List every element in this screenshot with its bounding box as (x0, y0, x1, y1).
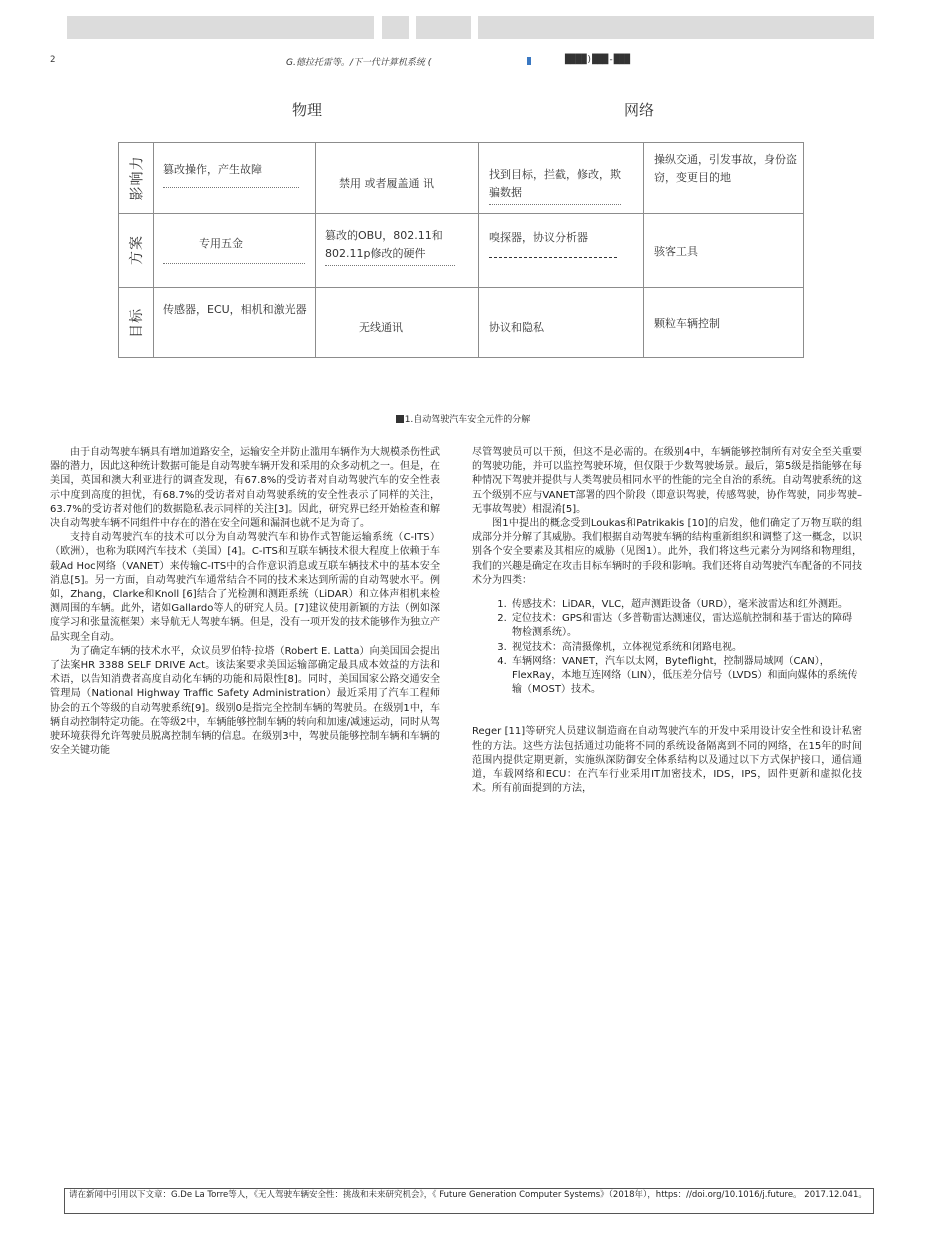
figure-cell: 找到目标，拦截，修改，欺骗数据 (489, 166, 621, 205)
row-label-target: 目标 (129, 308, 145, 338)
technology-list (472, 598, 862, 697)
figure-cell: 无线通讯 (359, 321, 403, 334)
running-title-tail: ████)███-███ (565, 55, 631, 65)
paragraph: 为了确定车辆的技术水平，众议员罗伯特·拉塔（Robert E. Latta）向美国国会提出了法案HR 3388 SELF DRIVE Act。该法案要求美国运输部确定最具成本效益的方法和术语，以告知消费者高度自动化车辆的功能和局限性[8]。同时，美国国家公路交通安全管理局（National Highway Traffic Safety Administration）最近采用了汽车工程师协会的五个等级的自动驾驶系统[9]。级别0是指完全控制车辆的驾驶员。在级别1中，车辆自动控制特定功能。在等级2中，车辆能够控制车辆的转向和加速/减速运动，同时从驾驶环境获得允许驾驶员脱离控制车辆的信息。在级别3中，驾驶员能够控制车辆和车辆的安全关键功能 (50, 645, 440, 757)
left-column (50, 446, 440, 758)
list-item: 4. 车辆网络：VANET，汽车以太网，Byteflight，控制器局域网（CAN），FlexRay，本地互连网络（LIN），低压差分信号（LVDS）和面向媒体的系统传输（MOST）技术。 (510, 655, 862, 698)
figure-cell: 禁用 或者履盖通 讯 (339, 177, 434, 190)
figure-cell: 操纵交通，引发事故，身份盗窃，变更目的地 (654, 153, 797, 184)
header-banner-block-2 (382, 16, 409, 39)
paragraph: 支持自动驾驶汽车的技术可以分为自动驾驶汽车和协作式智能运输系统（C-ITS）（欧洲），也称为联网汽车技术（美国）[4]。C-ITS和互联车辆技术很大程度上依赖于车载Ad Hoc网络（VANET）来传输C-ITS中的合作意识消息或互联车辆技术中的基本安全消息[5]。另一方面，自动驾驶汽车通常结合不同的技术来达到所需的自动驾驶水平。例如，Zhang，Clarke和Knoll [6]结合了光检测和测距系统（LiDAR）和立体声相机来检测周围的车辆。此外，诸如Gallardo等人的研究人员。[7]建议使用新颖的方法（例如深度学习和张量流框架）来导航无人驾驶车辆。但是，没有一项开发的技术能够作为独立产品实现全自动。 (50, 532, 440, 643)
list-item: 1. 传感技术：LiDAR，VLC，超声测距设备（URD），毫米波雷达和红外测距。 (510, 598, 862, 612)
header-banner-block-4 (478, 16, 874, 39)
figure-cell: 骇客工具 (654, 245, 698, 258)
figure-header-physical: 物理 (292, 101, 323, 119)
right-column (472, 446, 862, 796)
figure-cell: 篡改操作，产生故障 (163, 161, 299, 188)
figure-label-icon (396, 415, 404, 423)
row-label-impact: 影响力 (129, 155, 145, 201)
running-title: G.德拉托雷等。/下一代计算机系统 ( (286, 58, 432, 68)
paragraph: 由于自动驾驶车辆具有增加道路安全，运输安全并防止滥用车辆作为大规模杀伤性武器的潜力，因此这种统计数据可能是自动驾驶车辆开发和采用的众多动机之一。但是，在美国，英国和澳大利亚进行的调查发现，有67.8%的受访者对自动驾驶汽车的安全性表示中度到高度的担忧，有68.7%的受访者对自动驾驶系统的安全性表示了同样的关注， 63.7%的受访者对他们的数据隐私表示同样的关注[3]。因此，研究界已经开始检查和解决自动驾驶车辆不同组件中存在的潜在安全问题和漏洞也就不足为奇了。 (50, 447, 440, 530)
list-item: 2. 定位技术：GPS和雷达（多普勒雷达测速仪，雷达巡航控制和基于雷达的障碍物检测系统）。 (510, 612, 862, 640)
figure-cell: 传感器，ECU，相机和激光器 (163, 303, 307, 316)
citation-footer: 请在新闻中引用以下文章：G.De La Torre等人，《无人驾驶车辆安全性：挑战和未来研究机会》，《 Future Generation Computer Systems》（2018年），https：//doi.org/10.1016/j.future。 2017.12.041。 (64, 1188, 874, 1214)
security-elements-figure (118, 142, 804, 358)
row-label-scheme: 方案 (129, 235, 145, 265)
doi-link-marker[interactable] (527, 57, 531, 65)
header-banner-block-3 (416, 16, 471, 39)
paragraph: Reger [11]等研究人员建议制造商在自动驾驶汽车的开发中采用设计安全性和设计私密性的方法。这些方法包括通过功能将不同的系统设备隔离到不同的网络，在15年的时间范围内提供定期更新，实施纵深防御安全体系结构以及通过以下方式保护接口，通信通道，车载网络和ECU：在汽车行业采用IT加密技术，IDS，IPS，固件更新和虚拟化技术。所有前面提到的方法， (472, 726, 862, 795)
figure-cell: 颗粒车辆控制 (654, 317, 720, 330)
figure-cell: 篡改的OBU，802.11和802.11p修改的硬件 (325, 227, 455, 266)
figure-cell: 嗅探器，协议分析器 (489, 229, 617, 258)
paragraph: 图1中提出的概念受到Loukas和Patrikakis [10]的启发，他们确定了万物互联的组成部分并分解了其威胁。我们根据自动驾驶车辆的结构重新组织和调整了这一概念，以识别各个安全要素及其相应的威胁（见图1）。此外，我们将这些元素分为网络和物理组，我们的兴趣是确定在攻击目标车辆时的手段和影响。我们还将自动驾驶汽车配备的不同技术分为四类： (472, 518, 862, 586)
figure-cell: 专用五金 (163, 235, 305, 264)
figure-caption: 1.自动驾驶汽车安全元件的分解 (0, 412, 926, 425)
figure-cell: 协议和隐私 (489, 321, 544, 334)
figure-header-network: 网络 (624, 101, 655, 119)
header-banner-block-1 (67, 16, 374, 39)
page-number: 2 (50, 55, 56, 65)
paragraph: 尽管驾驶员可以干预，但这不是必需的。在级别4中，车辆能够控制所有对安全至关重要的驾驶功能，并可以监控驾驶环境，但仅限于少数驾驶场景。最后，第5级是指能够在每种情况下驾驶并提供与人类驾驶员相同水平的性能的完全自治的系统。自动驾驶系统的这五个级别不应与VANET部署的四个阶段（即意识驾驶，传感驾驶，协作驾驶，同步驾驶–无事故驾驶）相混淆[5]。 (472, 447, 862, 515)
list-item: 3. 视觉技术：高清摄像机，立体视觉系统和闭路电视。 (510, 641, 862, 655)
